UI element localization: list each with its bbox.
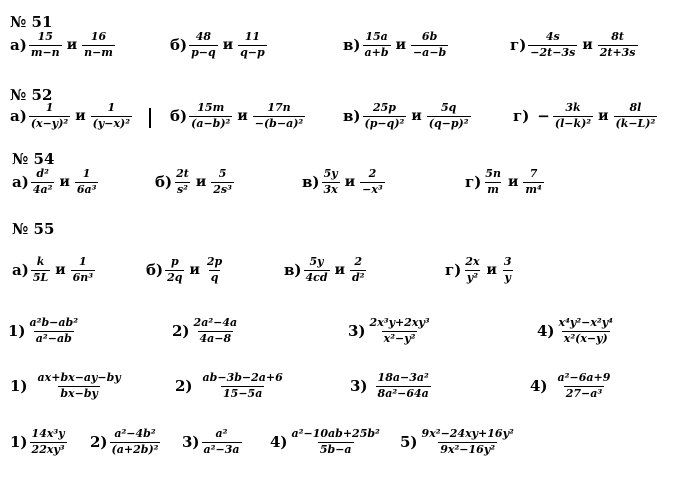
numerator: x⁴y²−x²y⁴ [558, 316, 613, 329]
fraction [29, 102, 70, 130]
denominator: 8a²−64a [377, 386, 429, 400]
fraction-row1-4 [537, 317, 615, 345]
item-label: 3) [182, 433, 200, 452]
numerator: 6b [421, 30, 438, 43]
item-label: 3) [348, 322, 366, 341]
numerator: 2 [354, 255, 363, 268]
exercise-52-a [10, 102, 132, 130]
fraction [427, 102, 471, 130]
fraction-row3-5 [400, 428, 516, 456]
fraction [556, 372, 613, 400]
fraction [614, 102, 658, 130]
numerator: 7 [529, 167, 538, 180]
fraction [110, 428, 161, 456]
denominator: −(b−a)² [254, 116, 304, 130]
exercise-52-b [170, 102, 305, 130]
fraction [463, 256, 481, 284]
denominator: x²(x−y) [563, 331, 608, 345]
fraction [189, 31, 218, 59]
exercise-52-v [343, 102, 471, 130]
numerator: p [170, 255, 179, 268]
numerator: 3k [565, 101, 581, 114]
numerator: 14x³y [31, 427, 65, 440]
numerator: 17n [267, 101, 291, 114]
conjunction: и [189, 262, 200, 279]
numerator: 2x [465, 255, 480, 268]
conjunction: и [334, 262, 345, 279]
denominator: bx−by [60, 386, 98, 400]
fraction-row3-1 [10, 428, 67, 456]
denominator: (a−b)² [191, 116, 231, 130]
item-label: а) [12, 261, 29, 280]
denominator: p−q [191, 45, 216, 59]
exercise-51-g [510, 31, 638, 59]
numerator: 2 [368, 167, 377, 180]
fraction [165, 256, 184, 284]
exercise-52-g [513, 102, 657, 130]
fraction [376, 372, 431, 400]
denominator: n−m [84, 45, 113, 59]
numerator: ab−3b−2a+6 [202, 371, 283, 384]
fraction-row1-2 [172, 317, 239, 345]
fraction [363, 31, 391, 59]
item-label: в) [302, 173, 320, 192]
fraction [557, 317, 615, 345]
denominator: 5b−a [319, 442, 352, 456]
denominator: s² [176, 182, 188, 196]
conjunction: и [411, 108, 422, 125]
section-title-55: № 55 [12, 220, 55, 238]
denominator: m [487, 182, 499, 196]
denominator: q−p [240, 45, 265, 59]
exercise-51-a [10, 31, 115, 59]
conjunction: и [486, 262, 497, 279]
fraction [75, 168, 99, 196]
fraction-row2-2 [175, 372, 285, 400]
exercise-51-b [170, 31, 267, 59]
numerator: 1 [79, 255, 87, 268]
fraction [31, 256, 50, 284]
denominator: (x−y)² [30, 116, 69, 130]
denominator: 4cd [305, 270, 328, 284]
numerator: 5 [218, 167, 227, 180]
conjunction: и [237, 108, 248, 125]
fraction [174, 168, 191, 196]
conjunction: и [395, 37, 406, 54]
fraction [253, 102, 305, 130]
item-label: 1) [10, 433, 28, 452]
numerator: 18a−3a² [377, 371, 429, 384]
conjunction: и [222, 37, 234, 54]
exercise-54-b [155, 168, 234, 196]
item-label: 2) [90, 433, 108, 452]
fraction-row1-1 [8, 317, 80, 345]
numerator: 15m [197, 101, 225, 114]
exercise-54-a [12, 168, 98, 196]
fraction-row1-3 [348, 317, 432, 345]
fraction [30, 428, 67, 456]
denominator: 2q [167, 270, 183, 284]
item-label: 4) [270, 433, 288, 452]
fraction [360, 168, 385, 196]
item-label: 1) [8, 322, 26, 341]
denominator: 22xy³ [31, 442, 65, 456]
denominator: (a+2b)² [111, 442, 159, 456]
denominator: 4a² [32, 182, 53, 196]
denominator: y² [466, 270, 479, 284]
numerator: ax+bx−ay−by [37, 371, 121, 384]
denominator: (y−x)² [92, 116, 131, 130]
item-label: г) [510, 36, 527, 55]
denominator: 6n³ [72, 270, 94, 284]
numerator: a²−10ab+25b² [291, 427, 380, 440]
conjunction: и [66, 37, 78, 54]
fraction [483, 168, 503, 196]
numerator: 5y [309, 255, 324, 268]
denominator: −x³ [362, 182, 383, 196]
item-label: в) [343, 107, 361, 126]
item-label: г) [465, 173, 482, 192]
numerator: 8l [629, 101, 642, 114]
denominator: 2s³ [213, 182, 232, 196]
numerator: a²−6a+9 [557, 371, 611, 384]
item-label: 2) [172, 322, 190, 341]
numerator: 2a²−4a [193, 316, 238, 329]
conjunction: и [55, 262, 66, 279]
conjunction: и [195, 174, 207, 191]
numerator: d² [36, 167, 49, 180]
fraction [322, 168, 340, 196]
denominator: −2t−3s [530, 45, 576, 59]
numerator: 5q [440, 101, 457, 114]
section-title-52: № 52 [10, 86, 53, 104]
denominator: a²−3a [203, 442, 240, 456]
numerator: 2x³y+2xy³ [369, 316, 430, 329]
conjunction: и [75, 108, 86, 125]
fraction [82, 31, 115, 59]
fraction [368, 317, 432, 345]
numerator: 15 [37, 30, 53, 43]
fraction [528, 31, 577, 59]
fraction [36, 372, 123, 400]
item-label: 5) [400, 433, 418, 452]
denominator: (p−q)² [364, 116, 405, 130]
denominator: a²−ab [35, 331, 72, 345]
numerator: 5n [485, 167, 501, 180]
fraction [523, 168, 543, 196]
numerator: 1 [107, 101, 116, 114]
exercise-55-g [445, 256, 514, 284]
numerator: 25p [372, 101, 396, 114]
numerator: a² [215, 427, 228, 440]
denominator: m−n [30, 45, 60, 59]
denominator: 4a−8 [199, 331, 232, 345]
numerator: a²b−ab² [29, 316, 79, 329]
exercise-55-a [12, 256, 95, 284]
fraction [290, 428, 382, 456]
conjunction: и [59, 174, 70, 191]
item-label: 3) [350, 377, 368, 396]
section-title-51: № 51 [10, 13, 53, 31]
item-label: в) [284, 261, 302, 280]
denominator: 5L [32, 270, 49, 284]
fraction [71, 256, 95, 284]
fraction [189, 102, 232, 130]
numerator: 4s [545, 30, 560, 43]
fraction-row2-4 [530, 372, 612, 400]
item-label: а) [10, 107, 27, 126]
denominator: −a−b [412, 45, 447, 59]
fraction [201, 372, 285, 400]
item-label: в) [343, 36, 361, 55]
item-label: 4) [530, 377, 548, 396]
fraction [29, 31, 62, 59]
vertical-separator [149, 108, 151, 128]
item-label: б) [146, 261, 164, 280]
fraction [502, 256, 514, 284]
denominator: 2t+3s [599, 45, 636, 59]
fraction [31, 168, 55, 196]
fraction-row2-3 [350, 372, 431, 400]
denominator: (q−p)² [428, 116, 469, 130]
fraction [91, 102, 132, 130]
numerator: 16 [90, 30, 107, 43]
conjunction: и [507, 174, 519, 191]
fraction [192, 317, 240, 345]
fraction [350, 256, 367, 284]
exercise-55-b [146, 256, 224, 284]
item-label: г) [445, 261, 462, 280]
denominator: 6a³ [76, 182, 97, 196]
denominator: 15−5a [223, 386, 263, 400]
fraction-row2-1 [10, 372, 123, 400]
exercise-54-v [302, 168, 385, 196]
denominator: (l−k)² [554, 116, 592, 130]
minus-sign: − [537, 107, 550, 126]
denominator: y [504, 270, 511, 284]
denominator: d² [351, 270, 365, 284]
item-label: 2) [175, 377, 193, 396]
item-label: б) [170, 36, 188, 55]
item-label: а) [10, 36, 27, 55]
numerator: 11 [244, 30, 261, 43]
item-label: 4) [537, 322, 555, 341]
fraction [304, 256, 330, 284]
conjunction: и [582, 37, 593, 54]
numerator: 15a [365, 30, 388, 43]
exercise-54-g [465, 168, 544, 196]
fraction [598, 31, 638, 59]
denominator: 3x [323, 182, 338, 196]
numerator: 5y [323, 167, 338, 180]
numerator: 48 [195, 30, 212, 43]
numerator: 1 [45, 101, 54, 114]
item-label: а) [12, 173, 29, 192]
conjunction: и [598, 108, 609, 125]
fraction [238, 31, 267, 59]
denominator: x²−y² [383, 331, 416, 345]
numerator: 2t [176, 167, 189, 180]
numerator: 1 [82, 167, 91, 180]
item-label: 1) [10, 377, 28, 396]
fraction-row3-4 [270, 428, 382, 456]
fraction [202, 428, 242, 456]
denominator: (k−L)² [615, 116, 656, 130]
fraction [211, 168, 234, 196]
fraction [411, 31, 448, 59]
numerator: 9x²−24xy+16y² [421, 427, 514, 440]
denominator: m⁴ [525, 182, 542, 196]
exercise-51-v [343, 31, 448, 59]
fraction [363, 102, 407, 130]
numerator: k [36, 255, 45, 268]
fraction [420, 428, 516, 456]
fraction [205, 256, 224, 284]
fraction-row3-3 [182, 428, 242, 456]
fraction [28, 317, 81, 345]
denominator: q [210, 270, 219, 284]
denominator: 9x²−16y² [440, 442, 496, 456]
numerator: 3 [503, 255, 512, 268]
item-label: б) [170, 107, 188, 126]
exercise-55-v [284, 256, 366, 284]
section-title-54: № 54 [12, 150, 55, 168]
item-label: г) [513, 107, 530, 126]
numerator: a²−4b² [114, 427, 156, 440]
denominator: a+b [364, 45, 389, 59]
numerator: 8t [611, 30, 624, 43]
denominator: 27−a³ [565, 386, 603, 400]
fraction [553, 102, 593, 130]
item-label: б) [155, 173, 173, 192]
conjunction: и [344, 174, 356, 191]
numerator: 2p [206, 255, 223, 268]
fraction-row3-2 [90, 428, 160, 456]
